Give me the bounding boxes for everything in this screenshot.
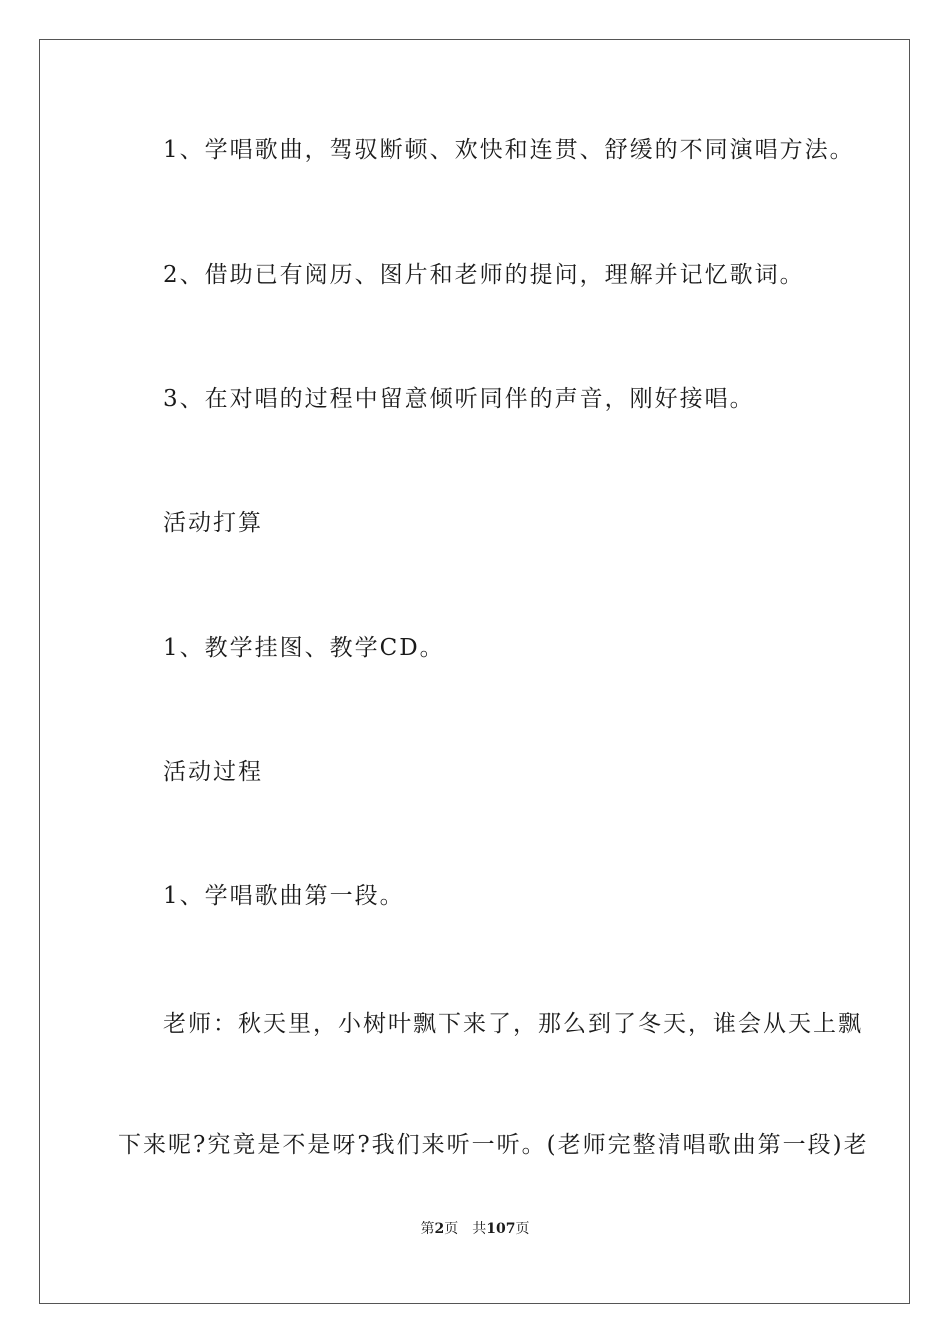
page-footer: [0, 1220, 950, 1238]
paragraph-teacher-line-2: 下来呢?究竟是不是呀?我们来听一听。(老师完整清唱歌曲第一段)老: [118, 1132, 869, 1158]
paragraph-preparation-1: 1、教学挂图、教学CD。: [163, 635, 445, 661]
paragraph-teacher-line-1: 老师：秋天里，小树叶飘下来了，那么到了冬天，谁会从天上飘: [163, 1011, 863, 1037]
paragraph-objective-2: 2、借助已有阅历、图片和老师的提问，理解并记忆歌词。: [163, 262, 805, 288]
paragraph-process-1: 1、学唱歌曲第一段。: [163, 883, 405, 909]
paragraph-objective-1: 1、学唱歌曲，驾驭断顿、欢快和连贯、舒缓的不同演唱方法。: [163, 137, 855, 163]
footer-page-suffix: 页: [444, 1221, 459, 1237]
paragraph-objective-3: 3、在对唱的过程中留意倾听同伴的声音，刚好接唱。: [163, 386, 755, 412]
heading-activity-preparation: 活动打算: [163, 510, 263, 536]
footer-page-number: 2: [434, 1221, 445, 1237]
footer-page-prefix: 第: [420, 1221, 435, 1237]
page-border: [39, 39, 910, 1304]
footer-total-prefix: 共: [472, 1221, 487, 1237]
footer-total-number: 107: [486, 1221, 516, 1237]
heading-activity-process: 活动过程: [163, 759, 263, 785]
footer-total-suffix: 页: [515, 1221, 530, 1237]
